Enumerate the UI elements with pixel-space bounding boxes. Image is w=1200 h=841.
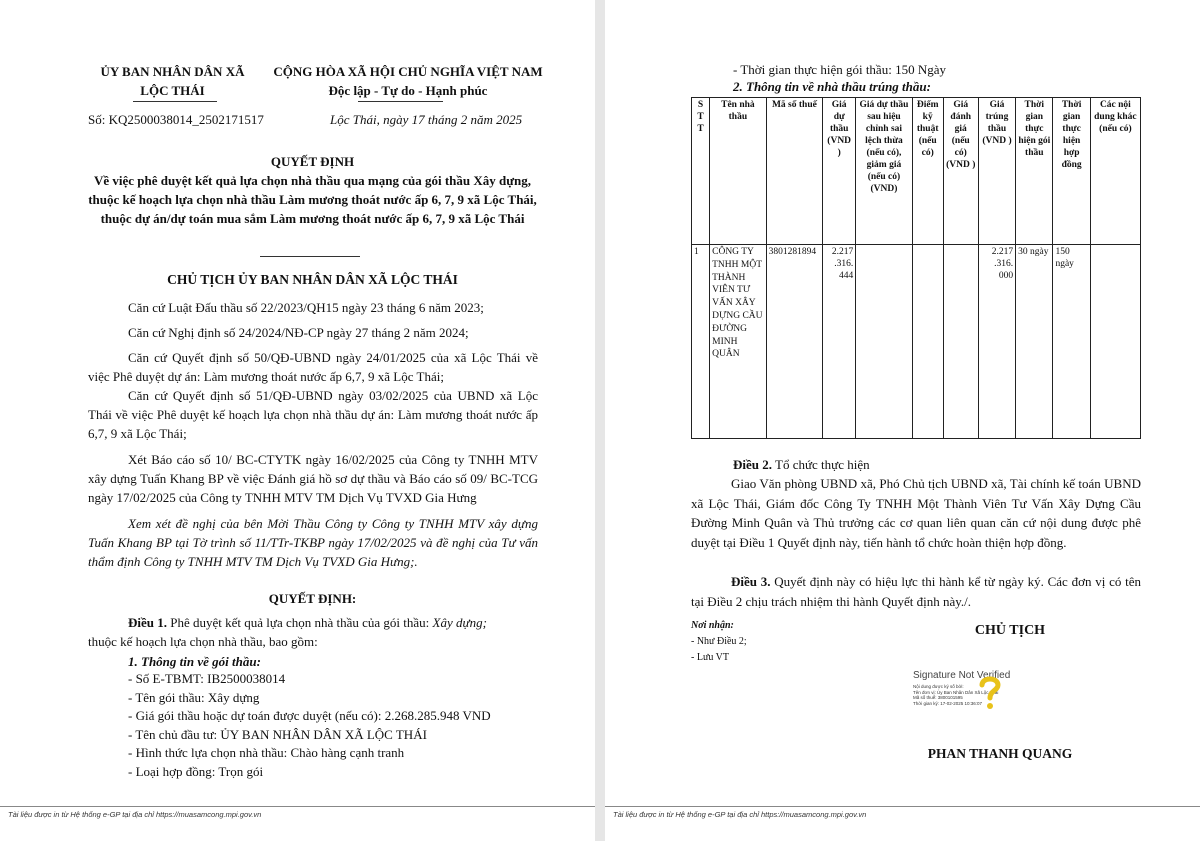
signature-status: Signature Not Verified — [913, 670, 1011, 681]
article-2-heading: Điều 2. Tổ chức thực hiện — [733, 457, 870, 472]
winning-bidder-table — [691, 97, 1141, 439]
column-header: Giá đánh giá (nếu có) (VND ) — [943, 98, 978, 245]
table-cell: 2.217 .316. 444 — [823, 245, 856, 439]
digital-signature — [913, 670, 1043, 706]
section-1-title: 1. Thông tin về gói thầu: — [128, 654, 261, 669]
place-date: Lộc Thái, ngày 17 tháng 2 năm 2025 — [330, 112, 523, 127]
list-item: - Tên chủ đầu tư: ỦY BAN NHÂN DÂN XÃ LỘC THÁI — [128, 726, 427, 742]
document-page-1 — [0, 0, 595, 841]
signer-title: CHỦ TỊCH — [974, 623, 1046, 638]
footer-rule — [605, 806, 1200, 807]
column-header: Giá dự thầu sau hiệu chỉnh sai lệch thừa (nếu có), giảm giá (nếu có) (VND) — [856, 98, 913, 245]
signature-details: Nội dung được ký số bởi: Tên đơn vị: Ủy Ban Nhân Dân Xã Lộc Thái Mã số thuế: 3800101595 Thời gian ký: 17-02-2025 10:36:07 — [913, 684, 999, 706]
divider — [133, 101, 217, 102]
legal-basis: Căn cứ Luật Đấu thầu số 22/2023/QH15 ngày 23 tháng 6 năm 2023; Căn cứ Nghị định số 24/2024/NĐ-CP ngày 27 tháng 2 năm 2024; Căn cứ Quyết định số 50/QĐ-UBND ngày 24/01/2025 của xã Lộc Thái về việc Phê duyệt dự án: Làm mương thoát nước ấp 6,7, 9 xã Lộc Thái; Căn cứ Quyết định số 51/QĐ-UBND ngày 03/02/2025 của UBND xã Lộc Thái về việc Phê duyệt kế hoạch lựa chọn nhà thầu dự án: Làm mương thoát nước ấp 6,7, 9 xã Lộc Thái; Xét Báo cáo số 10/ BC-CTYTK ngày 16/02/2025 của Công ty TNHH MTV xây dựng Tuấn Khang BP về việc Đánh giá hồ sơ dự thầu và Báo cáo số 09/ BC-TCG ngày 17/02/2025 của Công ty TNHH MTV TM Dịch Vụ TVXD Gia Hưng Xem xét đề nghị của bên Mời Thầu Công ty Công ty TNHH MTV xây dựng Tuấn Khang BP tại Tờ trình số 11/TTr-TKBP ngày 17/02/2025 và đề nghị của Tư vấn thẩm định Công ty TNHH MTV TM Dịch Vụ TVXD Gia Hưng;. — [88, 300, 538, 569]
footer-note: Tài liệu được in từ Hệ thống e-GP tại địa chỉ https://muasamcong.mpi.gov.vn — [8, 810, 262, 819]
table-cell: 1 — [692, 245, 710, 439]
table-row — [692, 245, 1141, 439]
package-info-list — [128, 670, 491, 781]
recipients-list — [691, 634, 747, 666]
divider — [260, 256, 360, 257]
column-header: Điểm kỹ thuật (nếu có) — [912, 98, 943, 245]
table-cell: 2.217 .316. 000 — [978, 245, 1015, 439]
table-header-row — [692, 98, 1141, 245]
column-header: Thời gian thực hiện gói thầu — [1016, 98, 1053, 245]
decide-heading: QUYẾT ĐỊNH: — [268, 591, 357, 606]
document-subject: Về việc phê duyệt kết quả lựa chọn nhà thầu qua mạng của gói thầu Xây dựng, thuộc kế hoạch lựa chọn nhà thầu Làm mương thoát nước ấp 6, 7, 9 xã Lộc Thái, thuộc dự án/dự toán mua sắm Làm mương thoát nước ấp 6, 7, 9 xã Lộc Thái — [88, 173, 537, 226]
table-cell — [1090, 245, 1140, 439]
column-header: Giá dự thầu (VND ) — [823, 98, 856, 245]
table-cell: 3801281894 — [766, 245, 823, 439]
national-motto: CỘNG HÒA XÃ HỘI CHỦ NGHĨA VIỆT NAM Độc lập - Tự do - Hạnh phúc — [273, 64, 543, 98]
column-header: S T T — [692, 98, 710, 245]
duration-line: - Thời gian thực hiện gói thầu: 150 Ngày — [733, 62, 946, 77]
table-cell: 150 ngày — [1053, 245, 1090, 439]
footer-rule — [0, 806, 595, 807]
list-item: - Loại hợp đồng: Trọn gói — [128, 763, 264, 779]
authority-heading: CHỦ TỊCH ỦY BAN NHÂN DÂN XÃ LỘC THÁI — [167, 272, 458, 287]
table-cell — [943, 245, 978, 439]
column-header: Thời gian thực hiện hợp đồng — [1053, 98, 1090, 245]
list-item: - Số E-TBMT: IB2500038014 — [128, 671, 286, 686]
column-header: Giá trúng thầu (VND ) — [978, 98, 1015, 245]
footer-note: Tài liệu được in từ Hệ thống e-GP tại địa chỉ https://muasamcong.mpi.gov.vn — [613, 810, 867, 819]
list-item: - Như Điều 2; — [691, 636, 747, 647]
issuing-org: ỦY BAN NHÂN DÂN XÃ LỘC THÁI — [100, 64, 245, 98]
recipients-title: Nơi nhận: — [691, 620, 734, 631]
table-cell: 30 ngày — [1016, 245, 1053, 439]
column-header: Mã số thuế — [766, 98, 823, 245]
column-header: Tên nhà thầu — [710, 98, 767, 245]
table-cell — [856, 245, 913, 439]
article-2-text: Giao Văn phòng UBND xã, Phó Chủ tịch UBND xã, Tài chính kế toán UBND xã Lộc Thái, Giám đốc Công Ty TNHH Một Thành Viên Tư Vấn Xây Dựng Cầu Đường Minh Quân và Thủ trưởng các cơ quan liên quan căn cứ nội dung được phê duyệt tại Điều 1 Quyết định này, tiến hành tổ chức hoàn thiện hợp đồng. — [691, 476, 1141, 550]
list-item: - Lưu VT — [691, 652, 730, 663]
section-2-title: 2. Thông tin về nhà thầu trúng thầu: — [733, 79, 931, 94]
document-page-2 — [605, 0, 1200, 841]
table-cell: CÔNG TY TNHH MỘT THÀNH VIÊN TƯ VẤN XÂY DỰNG CẦU ĐƯỜNG MINH QUÂN — [710, 245, 767, 439]
list-item: - Tên gói thầu: Xây dựng — [128, 689, 260, 705]
document-number: Số: KQ2500038014_2502171517 — [88, 112, 264, 127]
article-3: Điều 3. Quyết định này có hiệu lực thi hành kể từ ngày ký. Các đơn vị có tên tại Điều 2 chịu trách nhiệm thi hành Quyết định này./. — [691, 574, 1141, 609]
article-1: Điều 1. Phê duyệt kết quả lựa chọn nhà thầu của gói thầu: Xây dựng; thuộc kế hoạch lựa chọn nhà thầu, bao gồm: — [88, 615, 487, 649]
table-cell — [912, 245, 943, 439]
divider — [358, 101, 443, 102]
list-item: - Hình thức lựa chọn nhà thầu: Chào hàng cạnh tranh — [128, 745, 405, 760]
column-header: Các nội dung khác (nếu có) — [1090, 98, 1140, 245]
signer-name: PHAN THANH QUANG — [927, 746, 1073, 761]
list-item: - Giá gói thầu hoặc dự toán được duyệt (nếu có): 2.268.285.948 VND — [128, 708, 491, 723]
question-mark-icon — [977, 674, 1003, 712]
document-type: QUYẾT ĐỊNH — [270, 154, 355, 169]
